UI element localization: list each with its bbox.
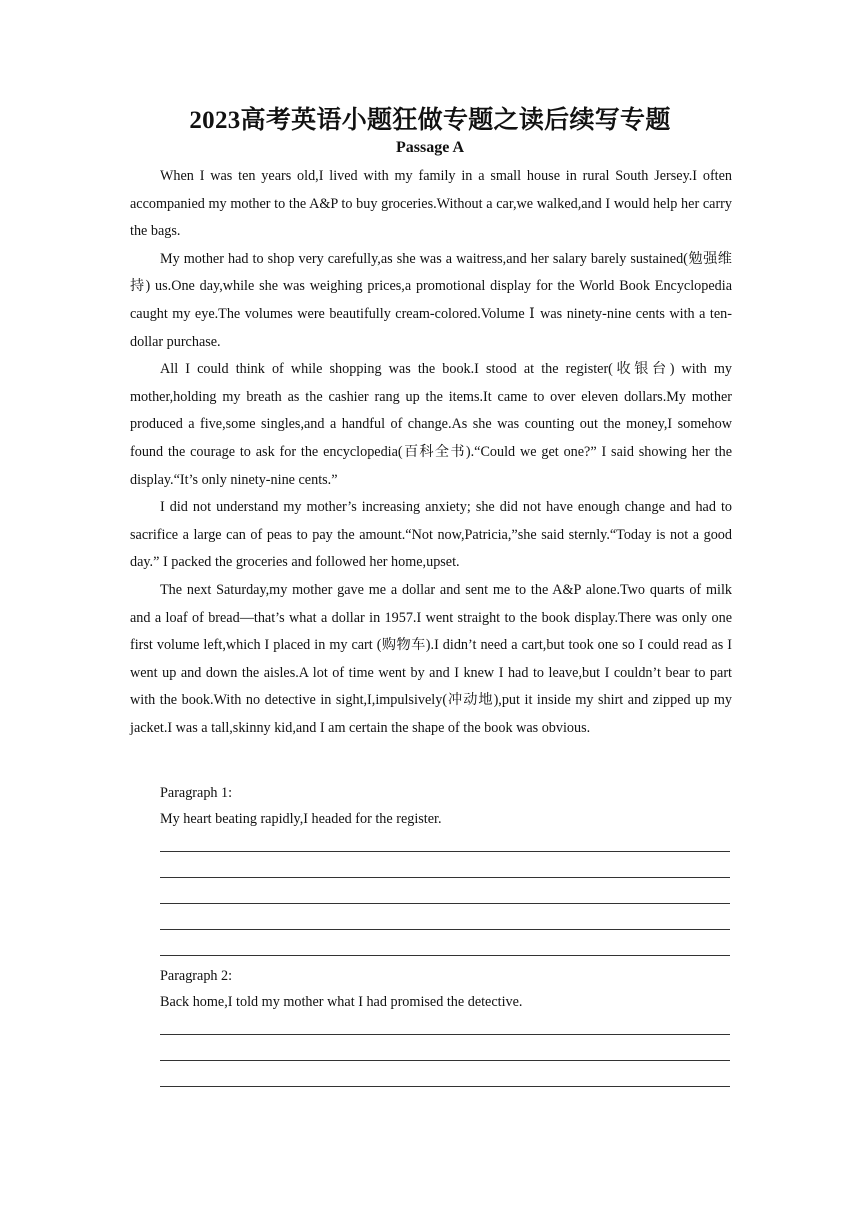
answer-line[interactable] — [160, 877, 730, 878]
answer-line[interactable] — [160, 851, 730, 852]
paragraph-1-prompt: My heart beating rapidly,I headed for the register. — [160, 811, 442, 827]
passage-paragraph-1: When I was ten years old,I lived with my family in a small house in rural South Jersey.I often accompanied my mother to the A&P to buy groceries.Without a car,we walked,and I would help her carry the bags. — [130, 168, 732, 240]
paragraph-2-prompt: Back home,I told my mother what I had promised the detective. — [160, 994, 523, 1010]
passage-paragraph-5: The next Saturday,my mother gave me a dollar and sent me to the A&P alone.Two quarts of milk and a loaf of bread—that’s what a dollar in 1957.I went straight to the book display.There was only one first volume left,which I placed in my cart (购物车).I didn’t need a cart,but took one so I could read as I went up and down the aisles.A lot of time went by and I knew I had to leave,but I couldn’t bear to part with the book.With no detective in sight,I,impulsively(冲动地),put it inside my shirt and zipped up my jacket.I was a tall,skinny kid,and I am certain the shape of the book was obvious. — [130, 581, 732, 736]
paragraph-2-label: Paragraph 2: — [160, 968, 233, 984]
passage-heading: Passage A — [396, 139, 464, 156]
passage-paragraph-3: All I could think of while shopping was the book.I stood at the register(收银台) with my mother,holding my breath as the cashier rang up the items.It came to over eleven dollars.My mother produced a five,some singles,and a handful of change.As she was counting out the money,I somehow found the courage to ask for the encyclopedia(百科全书).“Could we get one?” I said showing her the display.“It’s only ninety-nine cents.” — [130, 361, 732, 488]
passage-paragraph-4: I did not understand my mother’s increasing anxiety; she did not have enough change and had to sacrifice a large can of peas to pay the amount.“Not now,Patricia,”she said sternly.“Today is not a good day.” I packed the groceries and followed her home,upset. — [130, 499, 732, 571]
answer-line[interactable] — [160, 929, 730, 930]
answer-line[interactable] — [160, 1034, 730, 1035]
passage-paragraph-2: My mother had to shop very carefully,as she was a waitress,and her salary barely sustained(勉强维持) us.One day,while she was weighing prices,a promotional display for the World Book Encyclopedia caught my eye.The volumes were beautifully cream-colored.Volume Ⅰ was ninety-nine cents with a ten-dollar purchase. — [130, 250, 732, 350]
document-title: 2023高考英语小题狂做专题之读后续写专题 — [189, 107, 671, 134]
answer-line[interactable] — [160, 903, 730, 904]
answer-line[interactable] — [160, 955, 730, 956]
passage-body — [130, 163, 732, 742]
paragraph-1-label: Paragraph 1: — [160, 785, 233, 801]
answer-line[interactable] — [160, 1086, 730, 1087]
answer-line[interactable] — [160, 1060, 730, 1061]
